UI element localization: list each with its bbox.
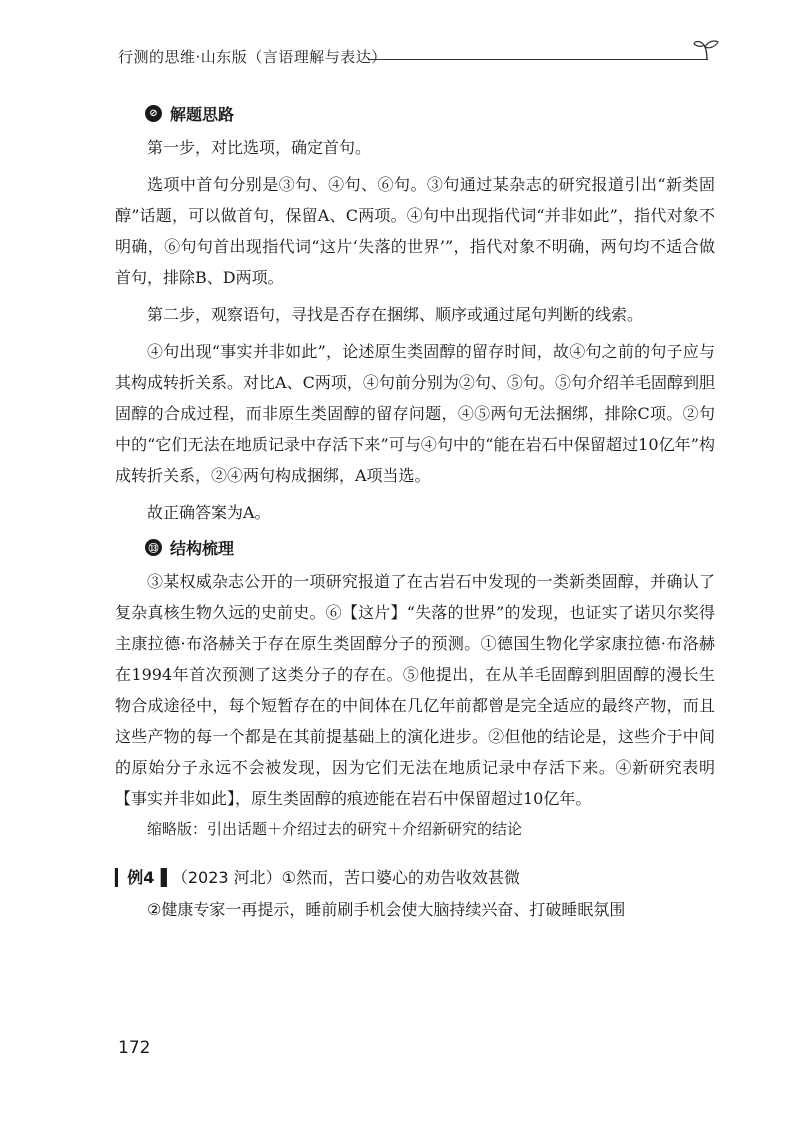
example-marker: ▎例4▐ <box>115 868 167 887</box>
summary-line: 缩略版：引出话题＋介绍过去的研究＋介绍新研究的结论 <box>147 820 523 838</box>
running-header <box>118 38 718 78</box>
section-heading-solution <box>145 100 715 126</box>
header-rule <box>368 59 708 60</box>
example-text: （2023 河北）①然而，苦口婆心的劝告收效甚微 <box>171 868 520 887</box>
page-content <box>115 100 715 926</box>
example-heading <box>115 862 715 894</box>
paragraph: 第二步，观察语句，寻找是否存在捆绑、顺序或通过尾句判断的线索。 <box>147 305 644 324</box>
section-title: 解题思路 <box>170 104 235 124</box>
structure-badge-icon: ⑬ <box>145 539 162 556</box>
header-title: 行测的思维·山东版（言语理解与表达） <box>118 48 387 66</box>
example-line: ②健康专家一再提示，睡前刷手机会使大脑持续兴奋、打破睡眠氛围 <box>147 900 626 919</box>
solution-badge-icon: ⊘ <box>145 105 162 122</box>
paragraph: ③某权威杂志公开的一项研究报道了在古岩石中发现的一类新类固醇，并确认了复杂真核生物久远的史前史。⑥【这片】“失落的世界”的发现，也证实了诺贝尔奖得主康拉德·布洛赫关于存在原生类固醇分子的预测。①德国生物化学家康拉德·布洛赫在1994年首次预测了这类分子的存在。⑤他提出，在从羊毛固醇到胆固醇的漫长生物合成途径中，每个短暂存在的中间体在几亿年前都曾是完全适应的最终产物，而且这些产物的每一个都是在其前提基础上的演化进步。②但他的结论是，这些介于中间的原始分子永远不会被发现，因为它们无法在地质记录中存活下来。④新研究表明【事实并非如此】，原生类固醇的痕迹能在岩石中保留超过10亿年。 <box>115 572 715 808</box>
paragraph: 选项中首句分别是③句、④句、⑥句。③句通过某杂志的研究报道引出“新类固醇”话题，可以做首句，保留A、C两项。④句中出现指代词“并非如此”，指代对象不明确，⑥句句首出现指代词“这片‘失落的世界’”，指代对象不明确，两句均不适合做首句，排除B、D两项。 <box>115 175 715 287</box>
page-number: 172 <box>118 1038 151 1058</box>
paragraph: ④句出现“事实并非如此”，论述原生类固醇的留存时间，故④句之前的句子应与其构成转折关系。对比A、C两项，④句前分别为②句、⑤句。⑤句介绍羊毛固醇到胆固醇的合成过程，而非原生类固醇的留存问题，④⑤两句无法捆绑，排除C项。②句中的“它们无法在地质记录中存活下来”可与④句中的“能在岩石中保留超过10亿年”构成转折关系，②④两句构成捆绑，A项当选。 <box>115 342 715 485</box>
section-title: 结构梳理 <box>170 538 235 558</box>
section-heading-structure <box>145 534 715 560</box>
paragraph: 故正确答案为A。 <box>147 503 271 522</box>
sprout-icon <box>692 38 722 62</box>
paragraph: 第一步，对比选项，确定首句。 <box>147 138 372 157</box>
